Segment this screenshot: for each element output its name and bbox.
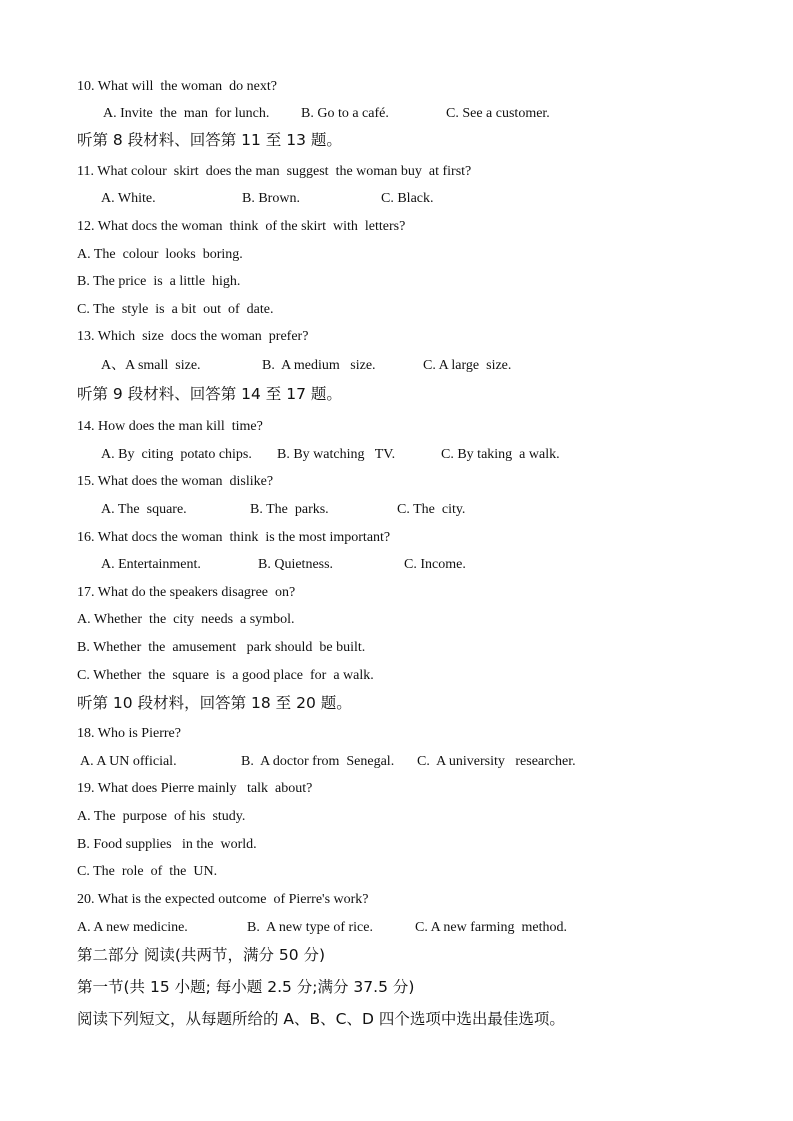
question-15-stem: 15. What does the woman dislike? [77, 474, 274, 489]
q13-option-a: A、A small size. [101, 358, 201, 373]
q20-option-b: B. A new type of rice. [247, 920, 373, 935]
q20-option-a: A. A new medicine. [77, 920, 188, 935]
q17-option-a: A. Whether the city needs a symbol. [77, 612, 295, 627]
q17-option-c: C. Whether the square is a good place for a walk. [77, 668, 374, 683]
q10-option-c: C. See a customer. [446, 106, 550, 121]
q14-option-a: A. By citing potato chips. [101, 447, 252, 462]
section-9-heading: 听第 9 段材料、回答第 14 至 17 题。 [77, 385, 342, 403]
q14-option-b: B. By watching TV. [277, 447, 396, 462]
q15-option-a: A. The square. [101, 502, 187, 517]
q12-option-c: C. The style is a bit out of date. [77, 302, 274, 317]
q13-option-b: B. A medium size. [262, 358, 376, 373]
q11-option-a: A. White. [101, 191, 156, 206]
q17-option-b: B. Whether the amusement park should be built. [77, 640, 366, 655]
question-13-stem: 13. Which size docs the woman prefer? [77, 329, 309, 344]
question-11-stem: 11. What colour skirt does the man suggest the woman buy at first? [77, 164, 472, 179]
section-8-heading: 听第 8 段材料、回答第 11 至 13 题。 [77, 131, 342, 149]
q18-option-c: C. A university researcher. [417, 754, 576, 769]
q11-option-c: C. Black. [381, 191, 434, 206]
q12-option-b: B. The price is a little high. [77, 274, 241, 289]
question-16-stem: 16. What docs the woman think is the most important? [77, 530, 391, 545]
reading-instruction: 阅读下列短文，从每题所给的 A、B、C、D 四个选项中选出最佳选项。 [77, 1010, 565, 1028]
question-14-stem: 14. How does the man kill time? [77, 419, 263, 434]
question-18-stem: 18. Who is Pierre? [77, 726, 181, 741]
q19-option-a: A. The purpose of his study. [77, 809, 246, 824]
q16-option-b: B. Quietness. [258, 557, 334, 572]
question-12-stem: 12. What docs the woman think of the skirt with letters? [77, 219, 406, 234]
q19-option-b: B. Food supplies in the world. [77, 837, 257, 852]
q13-option-c: C. A large size. [423, 358, 512, 373]
section-10-heading: 听第 10 段材料，回答第 18 至 20 题。 [77, 694, 352, 712]
q20-option-c: C. A new farming method. [415, 920, 568, 935]
q16-option-c: C. Income. [404, 557, 466, 572]
q10-option-b: B. Go to a café. [301, 106, 389, 121]
q16-option-a: A. Entertainment. [101, 557, 201, 572]
q15-option-c: C. The city. [397, 502, 466, 517]
q14-option-c: C. By taking a walk. [441, 447, 560, 462]
question-17-stem: 17. What do the speakers disagree on? [77, 585, 296, 600]
question-10-stem: 10. What will the woman do next? [77, 79, 277, 94]
q11-option-b: B. Brown. [242, 191, 300, 206]
part-2-heading: 第二部分 阅读(共两节，满分 50 分) [77, 946, 326, 964]
q15-option-b: B. The parks. [250, 502, 329, 517]
q10-option-a: A. Invite the man for lunch. [103, 106, 270, 121]
section-1-heading: 第一节(共 15 小题; 每小题 2.5 分;满分 37.5 分) [77, 978, 415, 996]
q19-option-c: C. The role of the UN. [77, 864, 218, 879]
q12-option-a: A. The colour looks boring. [77, 247, 243, 262]
question-19-stem: 19. What does Pierre mainly talk about? [77, 781, 313, 796]
q18-option-a: A. A UN official. [80, 754, 177, 769]
q18-option-b: B. A doctor from Senegal. [241, 754, 395, 769]
question-20-stem: 20. What is the expected outcome of Pierre's work? [77, 892, 369, 907]
